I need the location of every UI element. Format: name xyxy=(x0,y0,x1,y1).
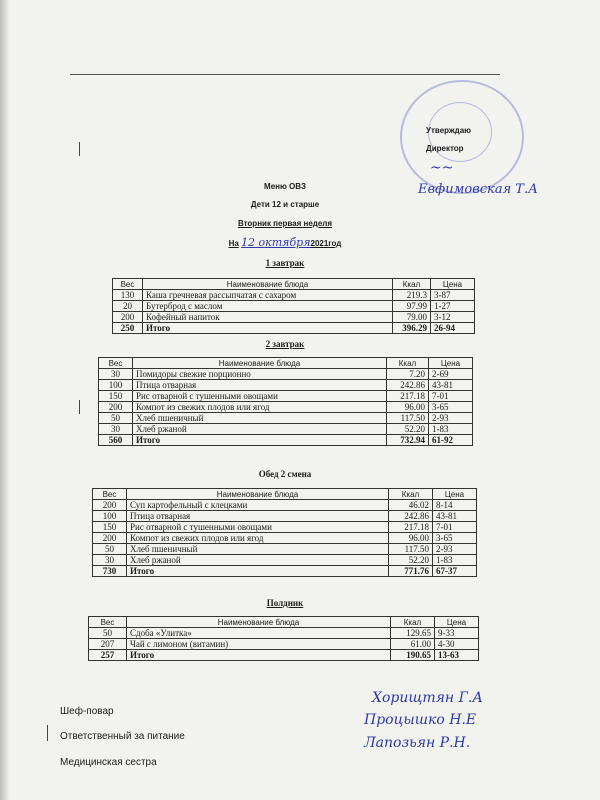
approve-label: Утверждаю xyxy=(426,126,471,135)
kcal-cell: 217.18 xyxy=(389,522,433,533)
price-cell: 9-33 xyxy=(435,628,479,639)
dish-cell: Суп картофельный с клецками xyxy=(127,500,389,511)
weight-cell: 30 xyxy=(99,424,133,435)
table-row xyxy=(113,301,475,312)
kcal-cell: 97.99 xyxy=(393,301,431,312)
weight-cell: 130 xyxy=(113,290,143,301)
kcal-cell: 52.20 xyxy=(389,555,433,566)
table-row xyxy=(99,424,473,435)
table-row xyxy=(89,628,479,639)
kcal-cell: 771.76 xyxy=(389,566,433,577)
header-weight-cell: Вес xyxy=(93,489,127,500)
weight-cell: 100 xyxy=(93,511,127,522)
price-cell: 43-81 xyxy=(429,380,473,391)
footer-chef: Шеф-повар xyxy=(60,706,114,717)
weight-cell: 200 xyxy=(99,402,133,413)
kcal-cell: 52.20 xyxy=(387,424,429,435)
dish-cell: Итого xyxy=(127,650,391,661)
weight-cell: 200 xyxy=(93,500,127,511)
header-kcal-cell: Ккал xyxy=(389,489,433,500)
dish-cell: Хлеб ржаной xyxy=(127,555,389,566)
weight-cell: 30 xyxy=(99,369,133,380)
kcal-cell: 96.00 xyxy=(387,402,429,413)
section-title: 2 завтрак xyxy=(265,339,305,349)
dish-cell: Птица отварная xyxy=(127,511,389,522)
kcal-cell: 732.94 xyxy=(387,435,429,446)
total-row xyxy=(113,323,475,334)
dish-cell: Каша гречневая рассыпчатая с сахаром xyxy=(143,290,393,301)
section-title: Полдник xyxy=(266,598,304,608)
dish-cell: Компот из свежих плодов или ягод xyxy=(133,402,387,413)
dish-cell: Кофейный напиток xyxy=(143,312,393,323)
menu-table xyxy=(112,278,475,334)
header-weight-cell: Вес xyxy=(99,358,133,369)
kcal-cell: 61.00 xyxy=(391,639,435,650)
signature-nurse: Лапозьян Р.Н. xyxy=(364,735,471,751)
dish-cell: Хлеб пшеничный xyxy=(127,544,389,555)
margin-mark xyxy=(79,142,80,156)
table-row xyxy=(93,544,477,555)
handwritten-date: 12 октября xyxy=(241,236,311,249)
weight-cell: 30 xyxy=(93,555,127,566)
price-cell: 4-30 xyxy=(435,639,479,650)
weight-cell: 20 xyxy=(113,301,143,312)
table-row xyxy=(99,402,473,413)
header-weight-cell: Вес xyxy=(113,279,143,290)
weight-cell: 150 xyxy=(99,391,133,402)
price-cell: 3-65 xyxy=(433,533,477,544)
table-row xyxy=(89,639,479,650)
header-weight-cell: Вес xyxy=(89,617,127,628)
header-kcal-cell: Ккал xyxy=(393,279,431,290)
price-cell: 3-65 xyxy=(429,402,473,413)
price-cell: 7-01 xyxy=(433,522,477,533)
dish-cell: Сдоба «Улитка» xyxy=(127,628,391,639)
table-row xyxy=(99,391,473,402)
weight-cell: 100 xyxy=(99,380,133,391)
table-row xyxy=(113,290,475,301)
kcal-cell: 46.02 xyxy=(389,500,433,511)
header-rule xyxy=(70,74,500,75)
table-row xyxy=(99,413,473,424)
total-row xyxy=(93,566,477,577)
menu-table xyxy=(92,488,477,577)
section-title: Обед 2 смена xyxy=(258,469,312,479)
header-price-cell: Цена xyxy=(433,489,477,500)
table-row xyxy=(113,312,475,323)
header-dish-cell: Наименование блюда xyxy=(127,617,391,628)
weight-cell: 730 xyxy=(93,566,127,577)
dish-cell: Помидоры свежие порционно xyxy=(133,369,387,380)
table-header-row xyxy=(99,358,473,369)
price-cell: 2-93 xyxy=(429,413,473,424)
dish-cell: Бутерброд с маслом xyxy=(143,301,393,312)
header-dish-cell: Наименование блюда xyxy=(127,489,389,500)
price-cell: 61-92 xyxy=(429,435,473,446)
header-dish-cell: Наименование блюда xyxy=(133,358,387,369)
weight-cell: 200 xyxy=(93,533,127,544)
header-price-cell: Цена xyxy=(431,279,475,290)
dish-cell: Итого xyxy=(143,323,393,334)
menu-table xyxy=(88,616,479,661)
table-row xyxy=(93,555,477,566)
section-title: 1 завтрак xyxy=(265,258,305,268)
table-header-row xyxy=(113,279,475,290)
header-kcal-cell: Ккал xyxy=(391,617,435,628)
date-line xyxy=(150,236,420,249)
menu-table xyxy=(98,357,473,446)
dish-cell: Рис отварной с тушенными овощами xyxy=(127,522,389,533)
price-cell: 26-94 xyxy=(431,323,475,334)
price-cell: 1-27 xyxy=(431,301,475,312)
price-cell: 7-01 xyxy=(429,391,473,402)
weight-cell: 150 xyxy=(93,522,127,533)
signature-chef: Хорищтян Г.А xyxy=(372,690,483,706)
price-cell: 3-87 xyxy=(431,290,475,301)
weight-cell: 200 xyxy=(113,312,143,323)
dish-cell: Итого xyxy=(133,435,387,446)
kcal-cell: 79.00 xyxy=(393,312,431,323)
dish-cell: Хлеб пшеничный xyxy=(133,413,387,424)
dish-cell: Компот из свежих плодов или ягод xyxy=(127,533,389,544)
header-price-cell: Цена xyxy=(429,358,473,369)
kcal-cell: 217.18 xyxy=(387,391,429,402)
kcal-cell: 96.00 xyxy=(389,533,433,544)
price-cell: 2-69 xyxy=(429,369,473,380)
header-dish-cell: Наименование блюда xyxy=(143,279,393,290)
weight-cell: 50 xyxy=(99,413,133,424)
director-label: Директор xyxy=(426,144,464,153)
table-row xyxy=(93,500,477,511)
price-cell: 67-37 xyxy=(433,566,477,577)
kcal-cell: 396.29 xyxy=(393,323,431,334)
kcal-cell: 219.3 xyxy=(393,290,431,301)
price-cell: 13-63 xyxy=(435,650,479,661)
age-group: Дети 12 и старше xyxy=(250,200,320,209)
weight-cell: 250 xyxy=(113,323,143,334)
kcal-cell: 117.50 xyxy=(389,544,433,555)
date-year: 2021год xyxy=(310,239,342,248)
price-cell: 8-14 xyxy=(433,500,477,511)
dish-cell: Хлеб ржаной xyxy=(133,424,387,435)
price-cell: 3-12 xyxy=(431,312,475,323)
header-kcal-cell: Ккал xyxy=(387,358,429,369)
price-cell: 1-83 xyxy=(433,555,477,566)
weight-cell: 50 xyxy=(93,544,127,555)
kcal-cell: 7.20 xyxy=(387,369,429,380)
signature-nutrition: Процышко Н.Е xyxy=(364,712,477,728)
table-row xyxy=(93,533,477,544)
kcal-cell: 117.50 xyxy=(387,413,429,424)
kcal-cell: 242.86 xyxy=(387,380,429,391)
kcal-cell: 129.65 xyxy=(391,628,435,639)
dish-cell: Чай с лимоном (витамин) xyxy=(127,639,391,650)
weight-cell: 207 xyxy=(89,639,127,650)
total-row xyxy=(99,435,473,446)
day-week: Вторник первая неделя xyxy=(237,219,333,228)
weight-cell: 257 xyxy=(89,650,127,661)
table-header-row xyxy=(89,617,479,628)
weight-cell: 560 xyxy=(99,435,133,446)
date-prefix: На xyxy=(228,239,239,248)
table-row xyxy=(99,369,473,380)
kcal-cell: 190.65 xyxy=(391,650,435,661)
price-cell: 2-93 xyxy=(433,544,477,555)
price-cell: 43-81 xyxy=(433,511,477,522)
table-row xyxy=(93,511,477,522)
margin-mark xyxy=(79,400,80,414)
price-cell: 1-83 xyxy=(429,424,473,435)
kcal-cell: 242.86 xyxy=(389,511,433,522)
weight-cell: 50 xyxy=(89,628,127,639)
table-row xyxy=(93,522,477,533)
margin-mark xyxy=(47,725,48,741)
total-row xyxy=(89,650,479,661)
dish-cell: Птица отварная xyxy=(133,380,387,391)
footer-nurse: Медицинская сестра xyxy=(60,757,157,768)
page-shadow xyxy=(0,0,10,800)
director-signature: ~~ xyxy=(430,160,454,176)
menu-title: Меню ОВЗ xyxy=(264,182,306,191)
table-row xyxy=(99,380,473,391)
dish-cell: Итого xyxy=(127,566,389,577)
table-header-row xyxy=(93,489,477,500)
director-name: Евфимовская Т.А xyxy=(418,182,538,197)
dish-cell: Рис отварной с тушенными овощами xyxy=(133,391,387,402)
footer-nutrition: Ответственный за питание xyxy=(60,731,185,742)
header-price-cell: Цена xyxy=(435,617,479,628)
